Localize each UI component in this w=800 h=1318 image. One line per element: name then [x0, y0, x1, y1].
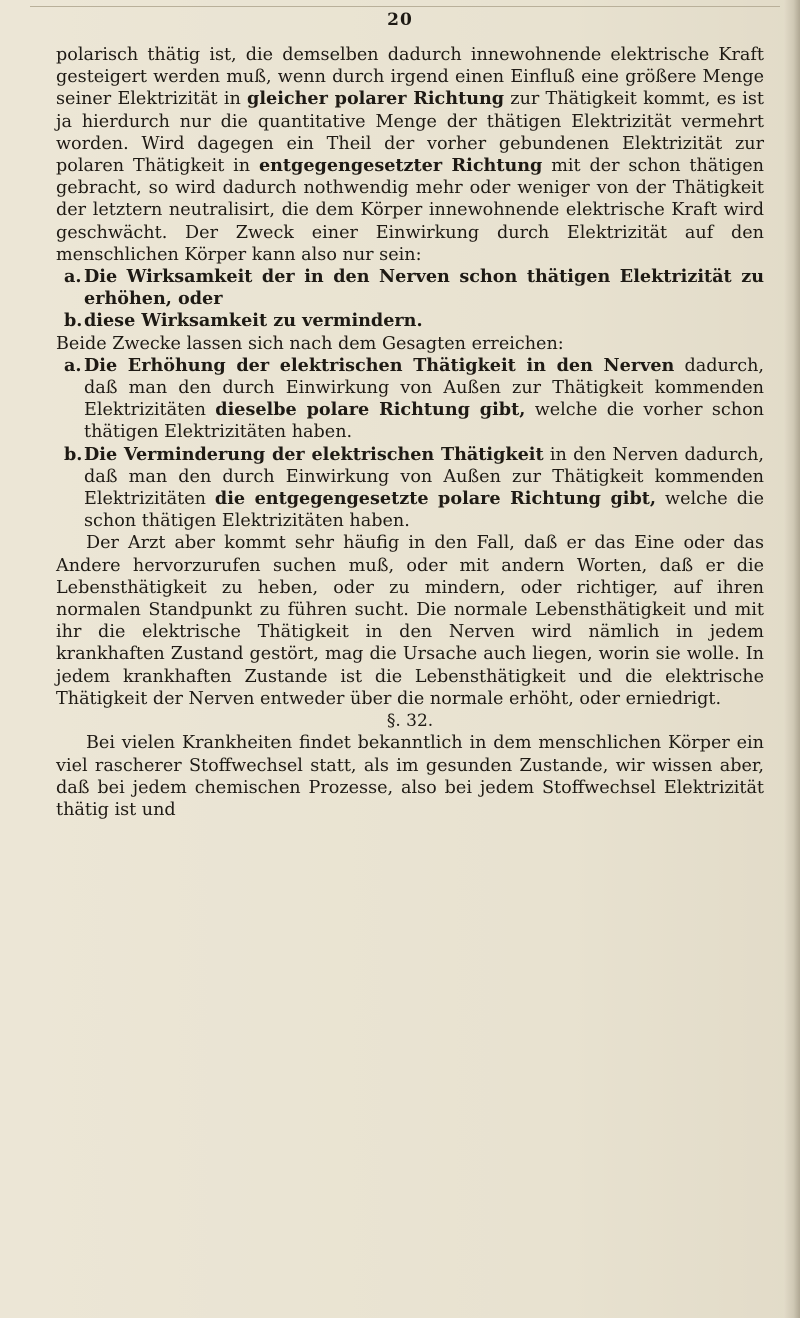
list-item-a: a. Die Wirksamkeit der in den Nerven schon thätigen Elektrizität zu erhöhen, oder	[64, 266, 764, 310]
emphasis: gleicher polarer Richtung	[247, 88, 505, 110]
page-body	[56, 44, 764, 821]
paragraph-3: Der Arzt aber kommt sehr häufig in den Fall, daß er das Eine oder das Andere hervorzurufen suchen muß, oder mit andern Worten, daß er die Lebensthätigkeit zu heben, oder zu mindern, oder richtiger, auf ihren normalen Standpunkt zu führen sucht. Die normale Lebensthätigkeit und mit ihr die elektrische Thätigkeit in den Nerven wird nämlich in jedem krankhaften Zustand gestört, mag die Ursache auch liegen, worin sie wolle. In jedem krankhaften Zustande ist die Lebensthätigkeit und die elektrische Thätigkeit der Nerven entweder über die normale erhöht, oder erniedrigt.	[56, 533, 764, 709]
list-marker: b.	[64, 443, 83, 465]
page-number: 20	[387, 10, 413, 30]
page-edge-shadow	[784, 0, 800, 1318]
list-item-a: a. Die Erhöhung der elektrischen Thätigkeit in den Nerven dadurch, daß man den durch Einwirkung von Außen zur Thätigkeit kommenden Elektrizitäten dieselbe polare Richtung gibt, welche die vorher schon thätigen Elektrizitäten haben.	[64, 354, 764, 443]
list-marker: b.	[64, 310, 83, 332]
top-rule	[30, 6, 780, 7]
section-heading: §. 32.	[386, 711, 434, 732]
paragraph-4: Bei vielen Krankheiten findet bekanntlich in dem menschlichen Körper ein viel rascherer Stoffwechsel statt, als im gesunden Zustande, wir wissen aber, daß bei jedem chemischen Prozesse, also bei jedem Stoffwechsel Elektrizität thätig ist und	[56, 733, 764, 820]
list-marker: a.	[64, 354, 82, 376]
emphasis: entgegengesetzter Richtung	[258, 155, 543, 177]
list-item-b: b. diese Wirksamkeit zu vermindern.	[64, 310, 423, 332]
list-marker: a.	[64, 266, 82, 288]
paragraph-2: Beide Zwecke lassen sich nach dem Gesagten erreichen:	[56, 333, 564, 354]
paragraph-1: polarisch thätig ist, die demselben dadurch innewohnende elektrische Kraft gesteigert werden muß, wenn durch irgend einen Einfluß eine größere Menge seiner Elektrizität in gleicher polarer Richtung zur Thätigkeit kommt, es ist ja hierdurch nur die quantitative Menge der thätigen Elektrizität vermehrt worden. Wird dagegen ein Theil der vorher gebundenen Elektrizität zur polaren Thätigkeit in entgegengesetzter Richtung mit der schon thätigen gebracht, so wird dadurch nothwendig mehr oder weniger von der Thätigkeit der letztern neutralisirt, die dem Körper innewohnende elektrische Kraft wird geschwächt. Der Zweck einer Einwirkung durch Elektrizität auf den menschlichen Körper kann also nur sein:	[56, 45, 764, 265]
list-item-b: b. Die Verminderung der elektrischen Thätigkeit in den Nerven dadurch, daß man den durch Einwirkung von Außen zur Thätigkeit kommenden Elektrizitäten die entgegengesetzte polare Richtung gibt, welche die schon thätigen Elektrizitäten haben.	[64, 443, 765, 532]
